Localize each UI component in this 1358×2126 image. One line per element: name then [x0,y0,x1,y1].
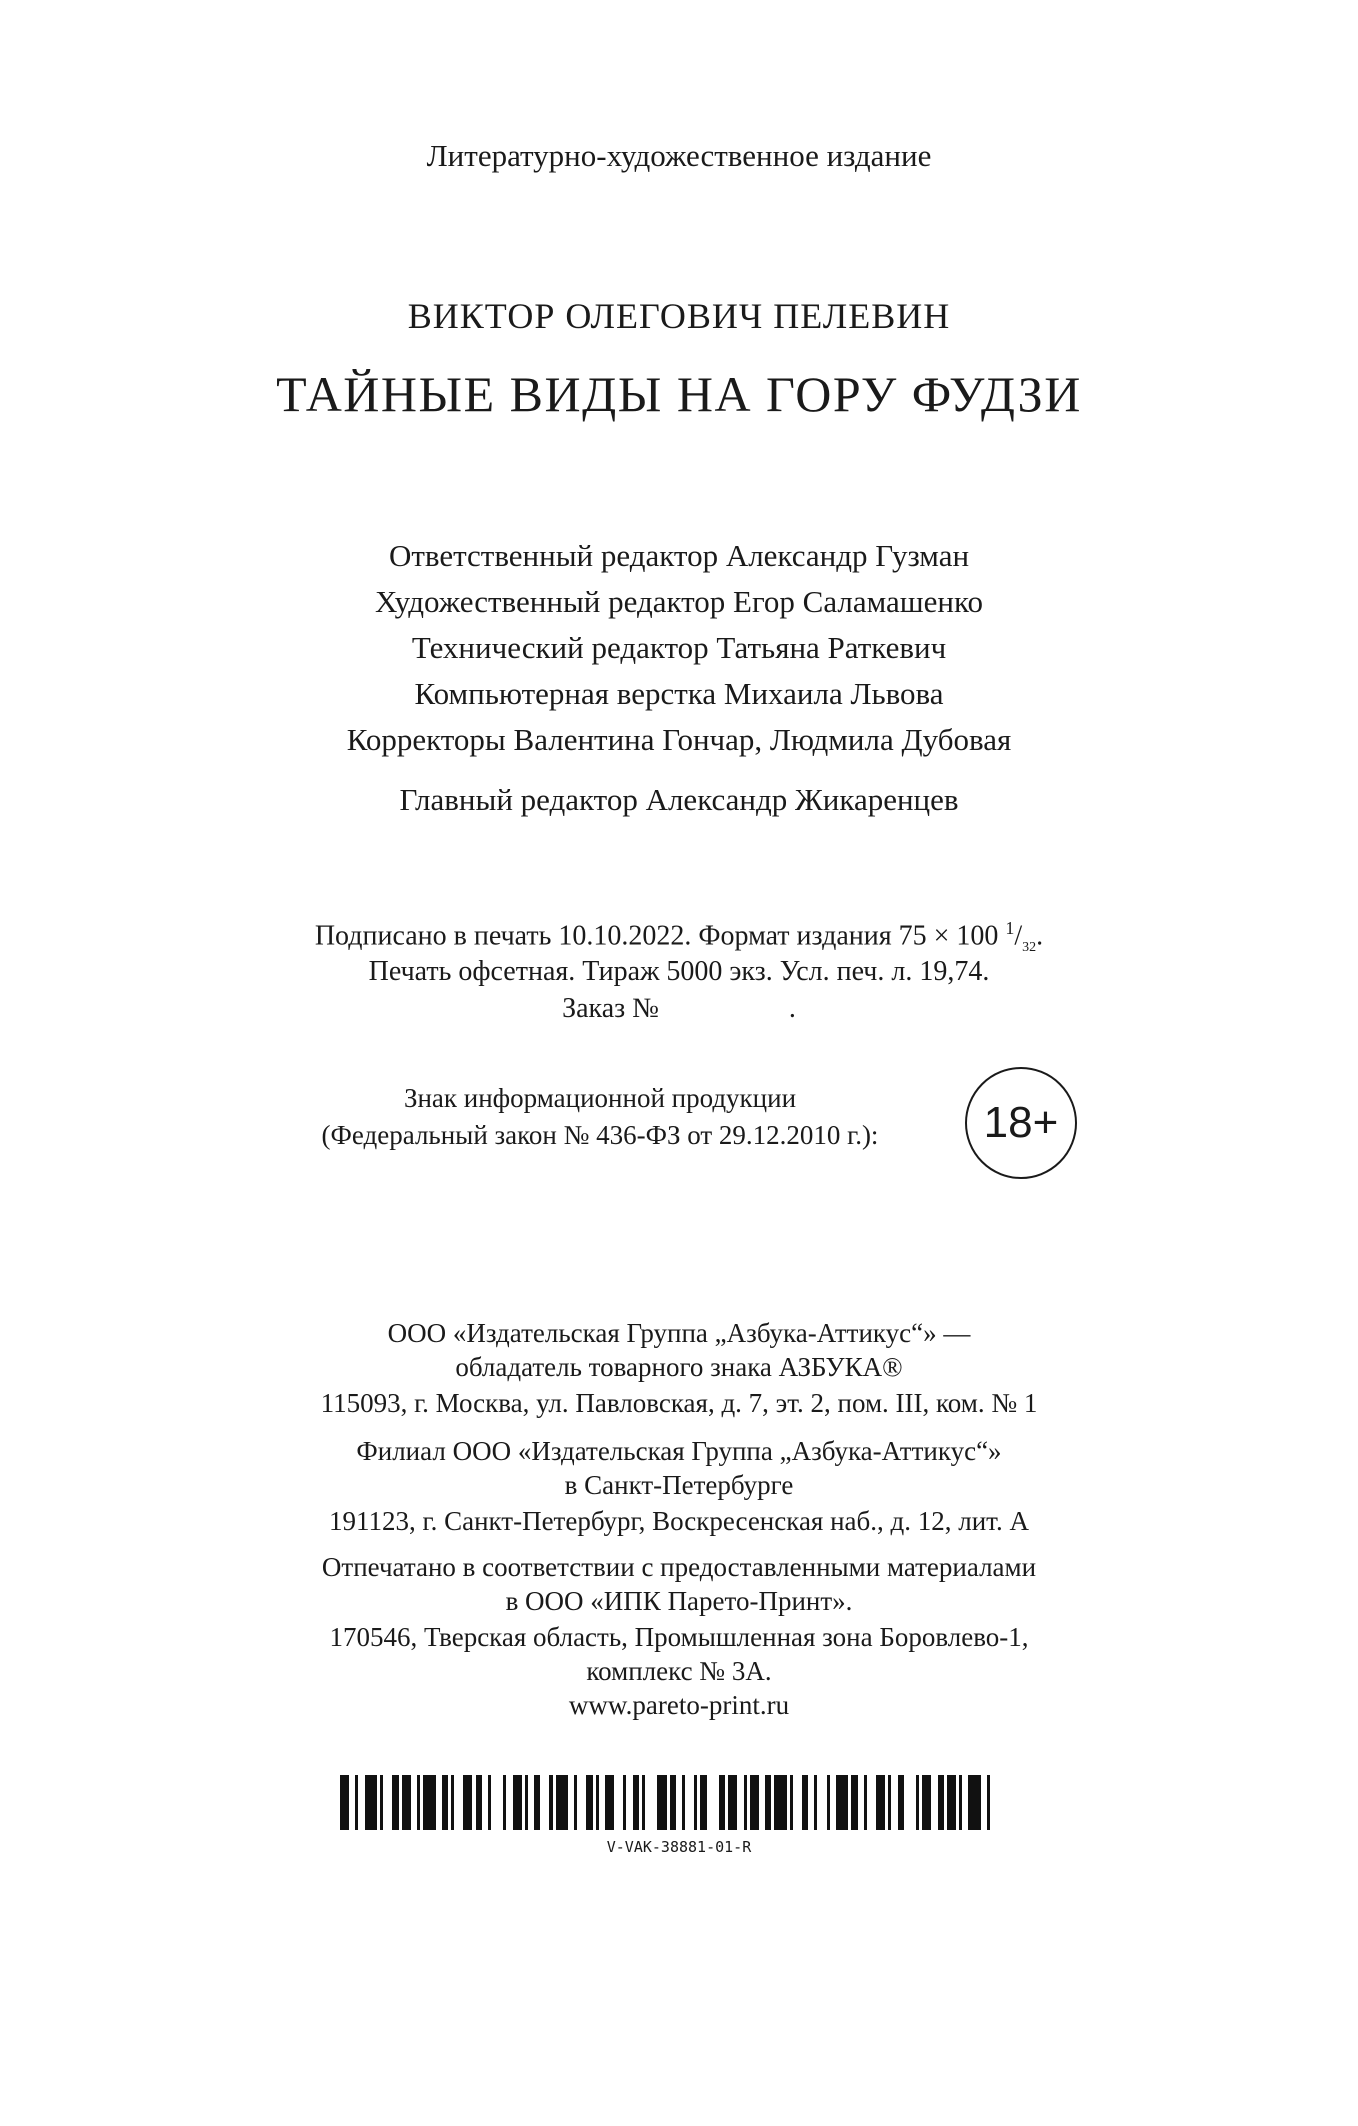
barcode-bar [728,1775,737,1830]
info-sign-label [270,1080,930,1154]
barcode-bar [463,1775,472,1830]
barcode-gap [383,1775,392,1830]
author-name: ВИКТОР ОЛЕГОВИЧ ПЕЛЕВИН [407,296,951,336]
barcode-bar [556,1775,568,1830]
printer-line: Отпечатано в соответствии с предоставленными материалами [321,1552,1037,1582]
chief-editor: Главный редактор Александр Жикаренцев [399,782,959,817]
credit-line: Корректоры Валентина Гончар, Людмила Дубовая [346,722,1012,757]
book-title: ТАЙНЫЕ ВИДЫ НА ГОРУ ФУДЗИ [276,366,1082,422]
barcode-bar [774,1775,786,1830]
barcode-bar [513,1775,522,1830]
branch-address: 191123, г. Санкт-Петербург, Воскресенская наб., д. 12, лит. А [329,1506,1029,1536]
barcode-bar [750,1775,759,1830]
print-format-end: . [1036,920,1044,952]
format-fraction-numerator: 1 [1005,918,1015,938]
barcode-number: V-VAK-38881-01-R [606,1838,752,1856]
barcode-gap [707,1775,719,1830]
barcode-bar [365,1775,377,1830]
genre-label: Литературно-художественное издание [426,138,932,173]
printer-address: 170546, Тверская область, Промышленная зона Боровлево-1, [329,1622,1029,1652]
barcode-gap [540,1775,549,1830]
credit-line: Художественный редактор Егор Саламашенко [375,584,983,619]
barcode-gap [867,1775,876,1830]
barcode-gap [645,1775,657,1830]
credit-line: Компьютерная верстка Михаила Львова [414,676,944,711]
barcode-bar [947,1775,956,1830]
order-end: . [788,993,796,1024]
barcode-bar [657,1775,666,1830]
order-line [0,993,1358,1025]
printer-line: в ООО «ИПК Парето-Принт». [505,1586,853,1616]
barcode-bar [836,1775,848,1830]
credit-line: Технический редактор Татьяна Раткевич [411,630,947,665]
barcode-bar [605,1775,614,1830]
barcode-bar [402,1775,411,1830]
branch-line: Филиал ООО «Издательская Группа „Азбука-Аттикус“» [356,1436,1002,1466]
credit-line: Ответственный редактор Александр Гузман [388,538,970,573]
barcode-bar [876,1775,885,1830]
barcode-gap [793,1775,802,1830]
barcode-gap [990,1775,999,1830]
publisher-line: обладатель товарного знака АЗБУКА® [455,1352,903,1382]
barcode-gap [454,1775,463,1830]
format-fraction-denominator: 32 [1022,939,1037,955]
barcode-bar [340,1775,349,1830]
info-sign-line1: Знак информационной продукции [403,1083,797,1113]
branch-line: в Санкт-Петербурге [564,1470,794,1500]
barcode-gap [614,1775,623,1830]
publisher-line: ООО «Издательская Группа „Азбука-Аттикус“» — [387,1318,971,1348]
publisher-address: 115093, г. Москва, ул. Павловская, д. 7, эт. 2, пом. III, ком. № 1 [320,1388,1038,1418]
barcode-bar [423,1775,435,1830]
order-label: Заказ № [562,993,659,1024]
print-info-line1: Подписано в печать 10.10.2022. Формат издания 75 × 100 $^1/_{32}$. [314,918,1044,955]
barcode-gap [685,1775,694,1830]
barcode-gap [491,1775,503,1830]
barcode [340,1775,1000,1830]
barcode-bar [968,1775,980,1830]
barcode-gap [817,1775,826,1830]
barcode-gap [577,1775,586,1830]
age-rating-badge: 18+ [965,1067,1077,1179]
barcode-bar [922,1775,931,1830]
info-sign-line2: (Федеральный закон № 436-ФЗ от 29.12.2010 г.): [321,1120,879,1150]
barcode-gap [904,1775,916,1830]
printer-address: комплекс № 3А. [586,1656,772,1686]
print-format-text: Подписано в печать 10.10.2022. Формат издания 75 × 100 [314,920,999,952]
print-info-line2: Печать офсетная. Тираж 5000 экз. Усл. печ. л. 19,74. [368,956,990,987]
printer-website: www.pareto-print.ru [568,1690,790,1720]
